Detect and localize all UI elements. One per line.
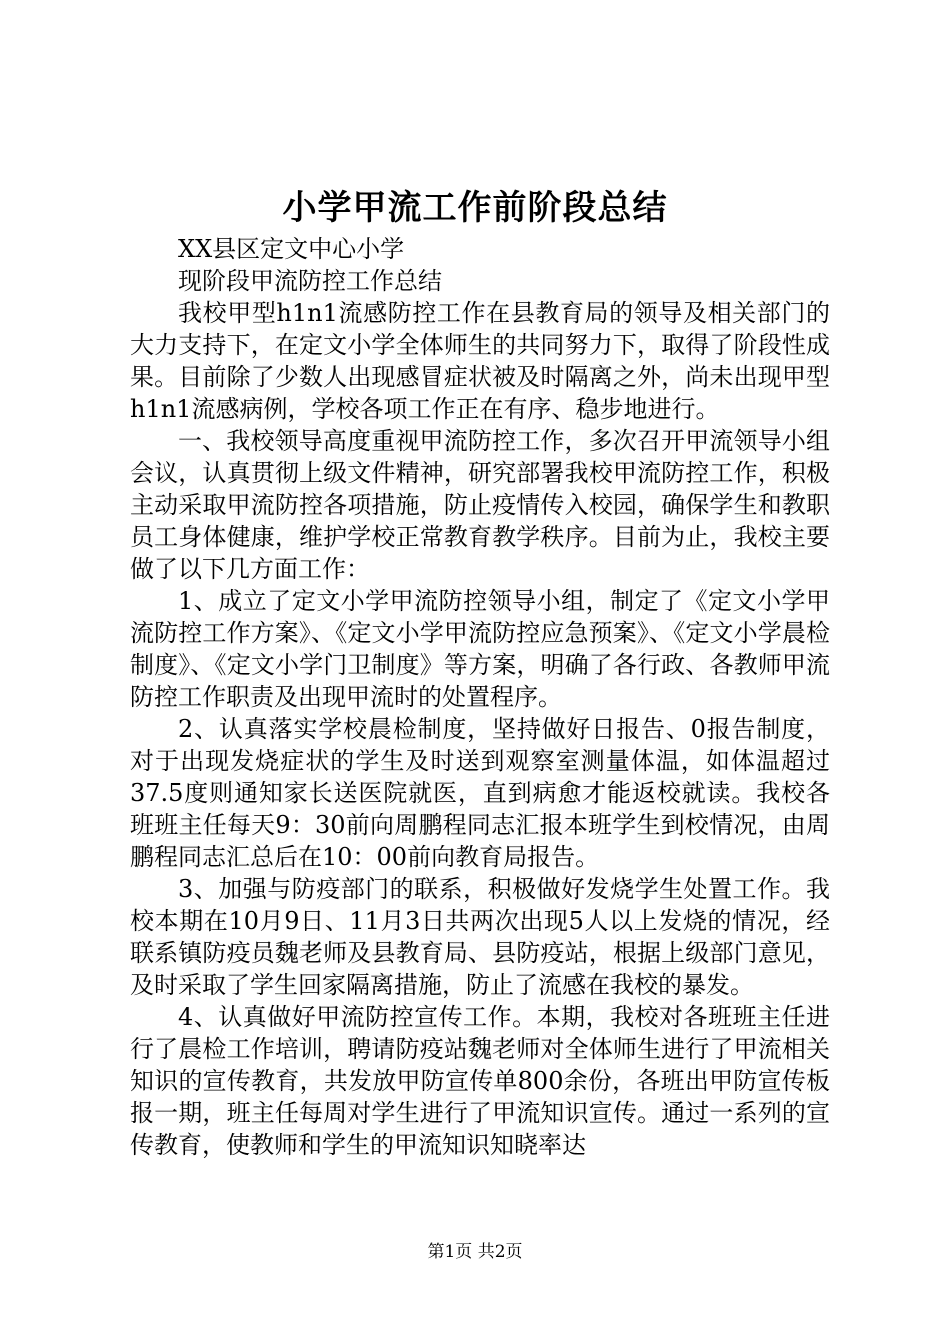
document-title: 小学甲流工作前阶段总结	[282, 188, 668, 228]
item-four-paragraph: 4、认真做好甲流防控宣传工作。本期，我校对各班班主任进行了晨检工作培训，聘请防疫站魏老师对全体师生进行了甲流相关知识的宣传教育，共发放甲防宣传单800余份，各班出甲防宣传板报一期，班主任每周对学生进行了甲流知识宣传。通过一系列的宣传教育，使教师和学生的甲流知识知晓率达	[130, 1003, 830, 1159]
item-three-paragraph: 3、加强与防疫部门的联系，积极做好发烧学生处置工作。我校本期在10月9日、11月3日共两次出现5人以上发烧的情况，经联系镇防疫员魏老师及县教育局、县防疫站，根据上级部门意见，及时采取了学生回家隔离措施，防止了流感在我校的暴发。	[130, 875, 830, 999]
item-two-paragraph: 2、认真落实学校晨检制度，坚持做好日报告、0报告制度，对于出现发烧症状的学生及时送到观察室测量体温，如体温超过37.5度则通知家长送医院就医，直到病愈才能返校就读。我校各班班主任每天9：30前向周鹏程同志汇报本班学生到校情况，由周鹏程同志汇总后在10：00前向教育局报告。	[130, 715, 830, 871]
section-one-paragraph: 一、我校领导高度重视甲流防控工作，多次召开甲流领导小组会议，认真贯彻上级文件精神，研究部署我校甲流防控工作，积极主动采取甲流防控各项措施，防止疫情传入校园，确保学生和教职员工身体健康，维护学校正常教育教学秩序。目前为止，我校主要做了以下几方面工作：	[130, 427, 830, 583]
page-number-footer: 第1页 共2页	[427, 1242, 523, 1262]
subtitle-line: 现阶段甲流防控工作总结	[178, 267, 442, 295]
school-name-line: XX县区定文中心小学	[178, 235, 405, 263]
document-body	[130, 233, 830, 1161]
intro-paragraph: 我校甲型h1n1流感防控工作在县教育局的领导及相关部门的大力支持下，在定文小学全体师生的共同努力下，取得了阶段性成果。目前除了少数人出现感冒症状被及时隔离之外，尚未出现甲型h1n1流感病例，学校各项工作正在有序、稳步地进行。	[130, 299, 830, 423]
item-one-paragraph: 1、成立了定文小学甲流防控领导小组，制定了《定文小学甲流防控工作方案》、《定文小学甲流防控应急预案》、《定文小学晨检制度》、《定文小学门卫制度》等方案，明确了各行政、各教师甲流防控工作职责及出现甲流时的处置程序。	[130, 587, 830, 711]
